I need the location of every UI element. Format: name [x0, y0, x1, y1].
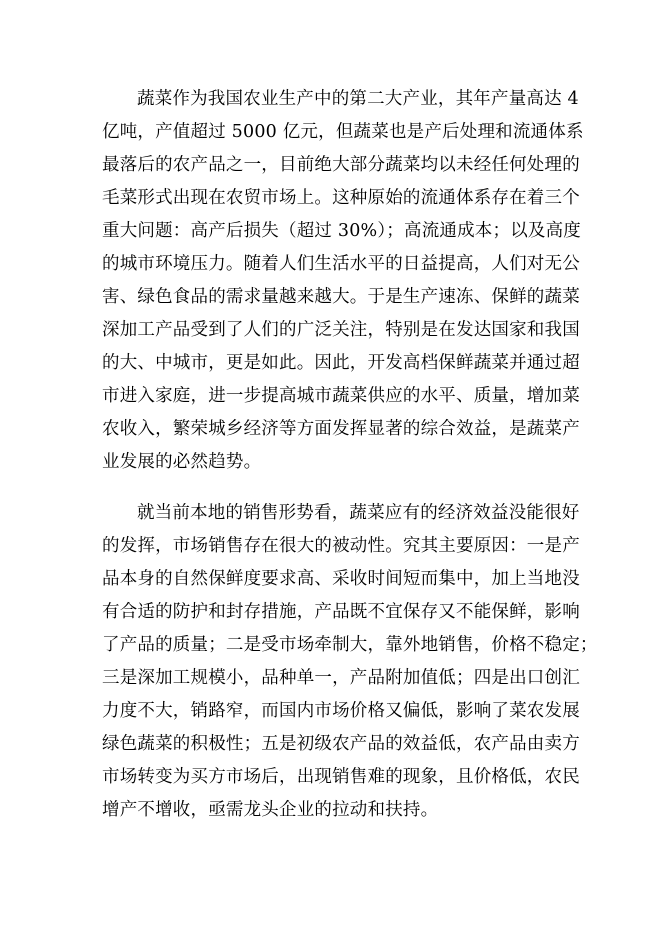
text-line: 农收入，繁荣城乡经济等方面发挥显著的综合效益，是蔬菜产	[102, 419, 580, 439]
text-line: 市场转变为买方市场后，出现销售难的现象，且价格低，农民	[102, 767, 580, 787]
text-line: 三是深加工规模小，品种单一，产品附加值低；四是出口创汇	[102, 668, 580, 688]
text-line: 绿色蔬菜的积极性；五是初级农产品的效益低，农产品由卖方	[102, 734, 580, 754]
text-line: 毛菜形式出现在农贸市场上。这种原始的流通体系存在着三个	[102, 188, 580, 208]
text-line: 市进入家庭，进一步提高城市蔬菜供应的水平、质量，增加菜	[102, 386, 580, 406]
text-line: 了产品的质量；二是受市场牵制大，靠外地销售，价格不稳定；	[102, 635, 598, 655]
text-line: 最落后的农产品之一，目前绝大部分蔬菜均以未经任何处理的	[102, 155, 580, 175]
text-line: 有合适的防护和封存措施，产品既不宜保存又不能保鲜，影响	[102, 602, 580, 622]
text-line: 深加工产品受到了人们的广泛关注，特别是在发达国家和我国	[102, 320, 580, 340]
text-line: 业发展的必然趋势。	[102, 452, 262, 472]
text-line: 增产不增收，亟需龙头企业的拉动和扶持。	[102, 800, 439, 820]
text-line: 的城市环境压力。随着人们生活水平的日益提高，人们对无公	[102, 254, 580, 274]
text-line: 重大问题：高产后损失（超过 30%）；高流通成本；以及高度	[102, 221, 582, 241]
text-line: 的大、中城市，更是如此。因此，开发高档保鲜蔬菜并通过超	[102, 353, 580, 373]
text-line: 害、绿色食品的需求量越来越大。于是生产速冻、保鲜的蔬菜	[102, 287, 580, 307]
text-line: 品本身的自然保鲜度要求高、采收时间短而集中，加上当地没	[102, 569, 580, 589]
text-line: 力度不大，销路窄，而国内市场价格又偏低，影响了菜农发展	[102, 701, 580, 721]
text-line: 就当前本地的销售形势看，蔬菜应有的经济效益没能很好	[137, 503, 580, 523]
text-line: 的发挥，市场销售存在很大的被动性。究其主要原因：一是产	[102, 536, 580, 556]
text-line: 亿吨，产值超过 5000 亿元，但蔬菜也是产后处理和流通体系	[102, 122, 584, 142]
text-line: 蔬菜作为我国农业生产中的第二大产业，其年产量高达 4	[137, 89, 579, 109]
